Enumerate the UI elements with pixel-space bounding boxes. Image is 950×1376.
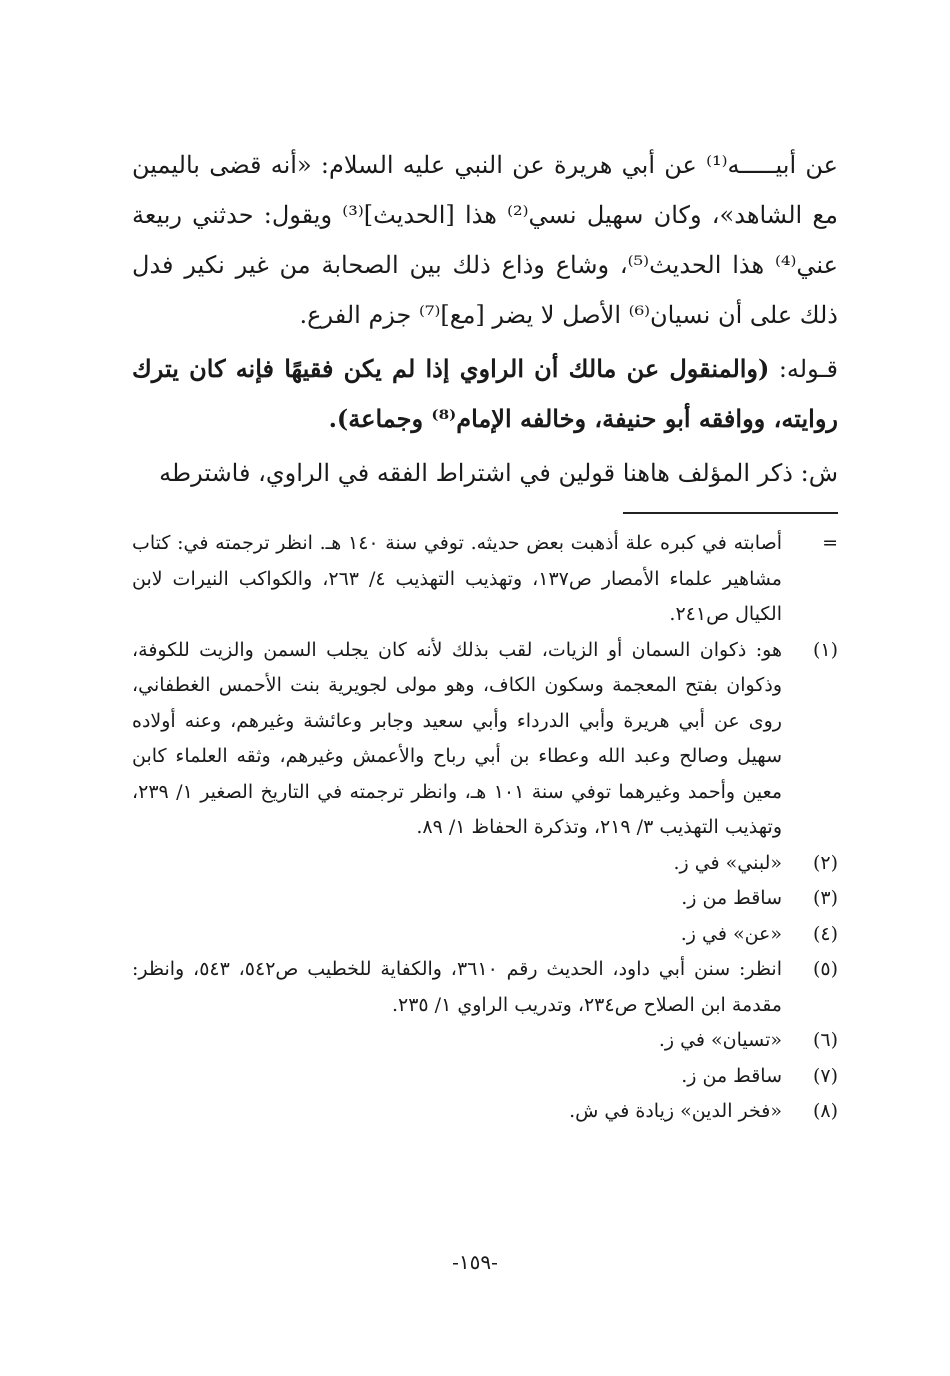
footnote-text: «تسيان» في ز.: [658, 1029, 782, 1051]
footnotes: [132, 526, 838, 1130]
footnote-text: «فخر الدين» زيادة في ش.: [569, 1100, 782, 1122]
main-text: [132, 140, 838, 498]
footnote-number: (٢): [812, 851, 838, 874]
footnote-number: (٦): [812, 1029, 838, 1051]
footnote-3: [132, 881, 838, 917]
footnote-7: [132, 1059, 838, 1095]
footnote-text: «لبني» في ز.: [673, 851, 782, 874]
footnote-text: «عن» في ز.: [680, 922, 782, 945]
footnote-4: [132, 917, 838, 953]
footnote-text: أصابته في كبره علة أذهبت بعض حديثه. توفي سنة ١٤٠ هـ. انظر ترجمته في: كتاب مشاهير علماء الأمصار ص١٣٧، وتهذيب التهذيب ٤/ ٢٦٣، والكواكب النيرات لابن الكيال ص٢٤١.: [132, 532, 782, 625]
footnote-text: هو: ذكوان السمان أو الزيات، لقب بذلك لأنه كان يجلب السمن والزيت للكوفة، وذكوان بفتح المعجمة وسكون الكاف، وهو مولى لجويرية بنت الأحمس الغطفاني، روى عن أبي هريرة وأبي الدرداء وأبي سعيد وجابر وعائشة وغيرهم، وعنه أولاده سهيل وصالح وعبد الله وعطاء بن أبي رباح والأعمش وغيرهم، وثقه العلماء كابن معين وأحمد وغيرهما توفي سنة ١٠١ هـ، وانظر ترجمته في التاريخ الصغير ١/ ٢٣٩، وتهذيب التهذيب ٣/ ٢١٩، وتذكرة الحفاظ ١/ ٨٩.: [132, 638, 782, 838]
footnote-number: (٤): [812, 922, 838, 945]
footnote-text: ساقط من ز.: [681, 1064, 782, 1087]
paragraph-1: عن أبيـــــه⁽¹⁾ عن أبي هريرة عن النبي عليه السلام: «أنه قضى باليمين مع الشاهد»، وكان سهيل نسي⁽²⁾ هذا [الحديث]⁽³⁾ ويقول: حدثني ربيعة عني⁽⁴⁾ هذا الحديث⁽⁵⁾، وشاع وذاع ذلك بين الصحابة من غير نكير فدل ذلك على أن نسيان⁽⁶⁾ الأصل لا يضر [مع]⁽⁷⁾ جزم الفرع.: [132, 151, 839, 329]
footnote-8: [132, 1094, 838, 1130]
footnote-2: [132, 846, 838, 882]
footnote-1: [132, 633, 838, 846]
footnote-separator: [623, 512, 838, 514]
paragraph-2-quote: (والمنقول عن مالك أن الراوي إذا لم يكن فقيهًا فإنه كان يترك روايته، ووافقه أبو حنيفة، وخالفه الإمام⁽⁸⁾ وجماعة).: [132, 354, 838, 433]
footnote-6: [132, 1023, 838, 1059]
footnote-5: [132, 952, 838, 1023]
page-number: -١٥٩-: [452, 1250, 498, 1274]
paragraph-3: ش: ذكر المؤلف هاهنا قولين في اشتراط الفقه في الراوي، فاشترطه: [159, 459, 838, 487]
footnote-number: (٣): [812, 887, 838, 909]
footnote-text: ساقط من ز.: [681, 887, 782, 909]
footnote-number: (١): [812, 638, 838, 661]
paragraph-2-lead: قـوله:: [769, 355, 839, 383]
paragraph-2: [132, 344, 838, 444]
footnote-number: (٨): [812, 1100, 838, 1122]
footnote-continued: [132, 526, 838, 633]
footnote-number: (٥): [812, 958, 838, 980]
footnote-number: =: [822, 532, 838, 554]
footnote-number: (٧): [812, 1064, 838, 1087]
footnote-text: انظر: سنن أبي داود، الحديث رقم ٣٦١٠، والكفاية للخطيب ص٥٤٢، ٥٤٣، وانظر: مقدمة ابن الصلاح ص٢٣٤، وتدريب الراوي ١/ ٢٣٥.: [132, 958, 783, 1016]
